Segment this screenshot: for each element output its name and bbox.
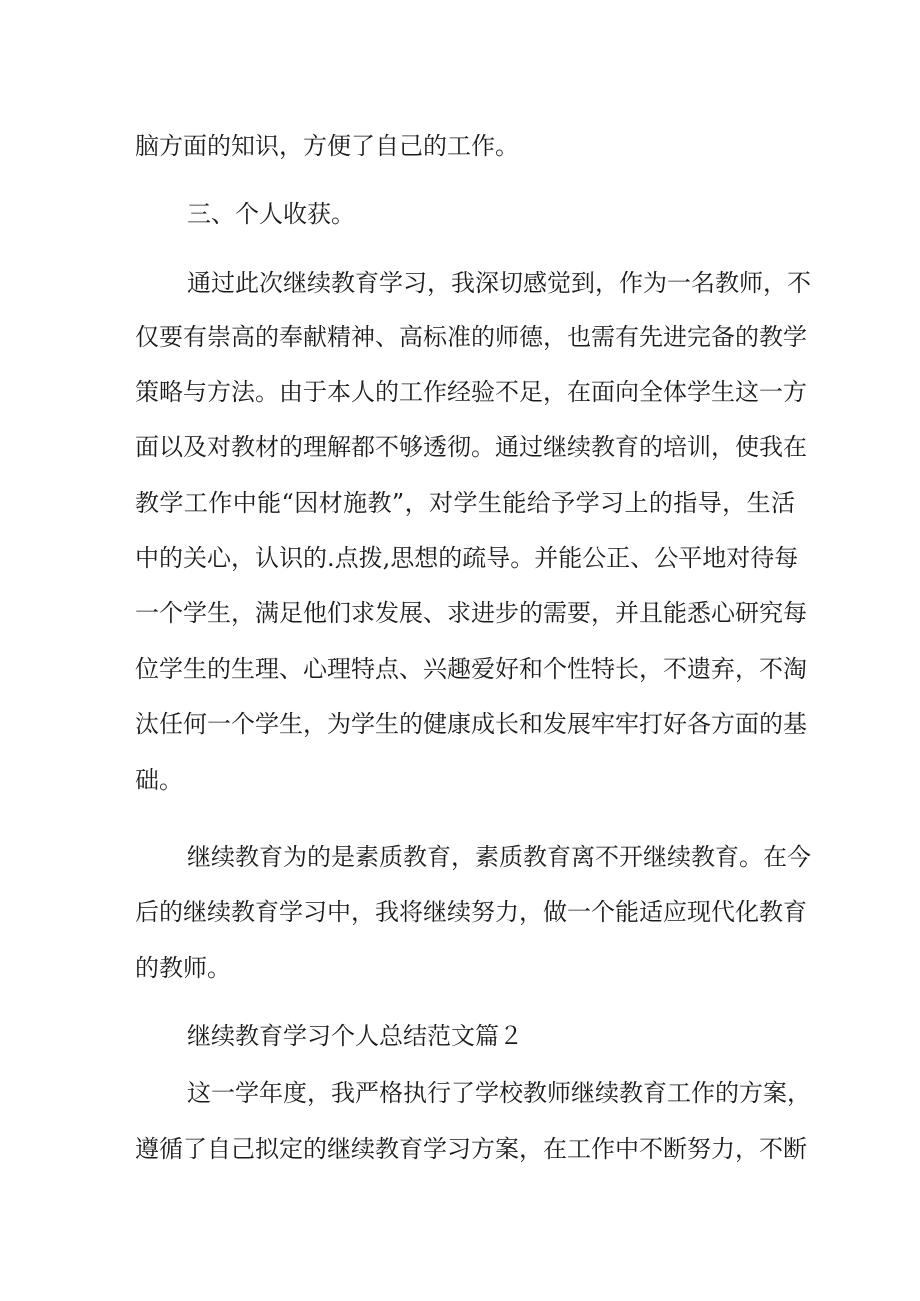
- text-line: 仅要有崇高的奉献精神、高标准的师德，也需有先进完备的教学: [135, 323, 807, 351]
- text-line: 面以及对教材的理解都不够透彻。通过继续教育的培训，使我在: [135, 433, 807, 461]
- text-line: 通过此次继续教育学习，我深切感觉到，作为一名教师，不: [187, 269, 811, 297]
- text-line: 一个学生，满足他们求发展、求进步的需要，并且能悉心研究每: [135, 599, 807, 627]
- text-line: 脑方面的知识，方便了自己的工作。: [135, 132, 519, 160]
- text-line: 策略与方法。由于本人的工作经验不足，在面向全体学生这一方: [135, 378, 807, 406]
- text-line: 汰任何一个学生，为学生的健康成长和发展牢牢打好各方面的基: [135, 710, 807, 738]
- text-line: 位学生的生理、心理特点、兴趣爱好和个性特长，不遗弃，不淘: [135, 655, 807, 683]
- article-title: 继续教育学习个人总结范文篇２: [187, 1022, 523, 1050]
- section-heading: 三、个人收获。: [187, 200, 355, 228]
- text-line: 遵循了自己拟定的继续教育学习方案，在工作中不断努力，不断: [135, 1135, 807, 1163]
- text-line: 教学工作中能“因材施教”，对学生能给予学习上的指导，生活: [135, 489, 795, 517]
- text-line: 中的关心，认识的.点拨,思想的疏导。并能公正、公平地对待每: [135, 544, 799, 572]
- text-line: 的教师。: [135, 954, 231, 982]
- text-line: 这一学年度，我严格执行了学校教师继续教育工作的方案，: [187, 1079, 811, 1107]
- text-line: 础。: [135, 766, 183, 794]
- text-line: 继续教育为的是素质教育，素质教育离不开继续教育。在今: [187, 843, 811, 871]
- text-line: 后的继续教育学习中，我将继续努力，做一个能适应现代化教育: [135, 898, 807, 926]
